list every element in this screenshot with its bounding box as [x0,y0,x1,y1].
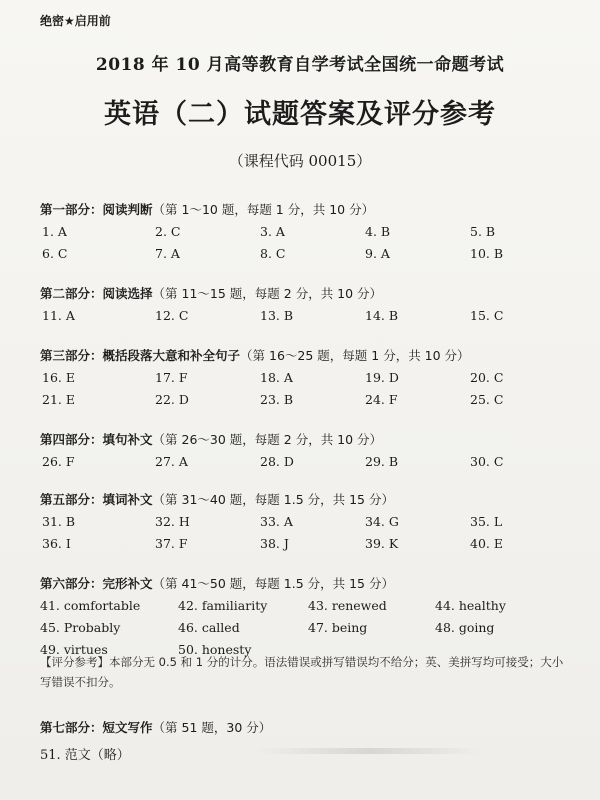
answer-item: 17. F [155,370,188,385]
section-label: 第三部分： [40,348,103,363]
answer-row [40,536,570,558]
answer-item: 42. familiarity [178,598,268,613]
answer-item: 29. B [365,454,399,469]
answer-row [40,224,570,246]
section-part-5 [40,490,570,558]
answer-row [40,308,570,330]
section-range: （第 26～30 题，每题 2 分，共 10 分） [152,432,383,447]
answer-item: 50. honesty [178,642,252,657]
answer-row [40,246,570,268]
section-range: （第 1～10 题，每题 1 分，共 10 分） [152,202,375,217]
answer-item: 33. A [260,514,293,529]
section-range: （第 41～50 题，每题 1.5 分，共 15 分） [152,576,394,591]
answer-item: 21. E [42,392,75,407]
answer-item: 5. B [470,224,496,239]
answer-item: 34. G [365,514,399,529]
answer-item: 32. H [155,514,190,529]
answer-item: 49. virtues [40,642,108,657]
answer-item: 13. B [260,308,294,323]
answer-item: 28. D [260,454,294,469]
section-range: （第 31～40 题，每题 1.5 分，共 15 分） [152,492,394,507]
answer-item: 40. E [470,536,503,551]
answer-item: 26. F [42,454,75,469]
answer-item: 27. A [155,454,188,469]
answer-item: 3. A [260,224,285,239]
answer-row [40,620,570,642]
answer-item: 20. C [470,370,504,385]
page-title: 英语（二）试题答案及评分参考 [104,99,496,130]
answer-item: 46. called [178,620,240,635]
answer-row [40,514,570,536]
answer-item: 12. C [155,308,189,323]
answer-item: 19. D [365,370,399,385]
section-range: （第 16～25 题，每题 1 分，共 10 分） [240,348,470,363]
section-part-4 [40,430,570,476]
answer-row [40,392,570,414]
section-heading [40,574,570,592]
answer-item: 7. A [155,246,180,261]
section-title: 短文写作 [102,720,153,735]
section-title: 阅读判断 [102,202,153,217]
section-heading [40,200,570,218]
answer-item: 39. K [365,536,399,551]
section-label: 第一部分： [40,202,103,217]
answer-item: 31. B [42,514,76,529]
section-heading [40,718,570,736]
answer-row [40,370,570,392]
answer-item: 9. A [365,246,390,261]
exam-title: 2018 年 10 月高等教育自学考试全国统一命题考试 [95,55,505,75]
section-title: 阅读选择 [102,286,153,301]
section-part-3 [40,346,570,414]
answer-row [40,454,570,476]
section-heading [40,430,570,448]
answer-item: 16. E [42,370,75,385]
answer-item: 18. A [260,370,293,385]
scan-smudge [255,748,485,754]
section-part-7 [40,718,570,742]
answer-item: 25. C [470,392,504,407]
answer-item: 4. B [365,224,391,239]
section-label: 第四部分： [40,432,103,447]
section-title: 填句补文 [102,432,153,447]
section-part-1 [40,200,570,268]
section-range: （第 51 题，30 分） [152,720,272,735]
answer-item: 22. D [155,392,189,407]
section-title: 填词补文 [102,492,153,507]
section-heading [40,346,570,364]
section-label: 第五部分： [40,492,103,507]
answer-item: 41. comfortable [40,598,141,613]
confidential-mark: 绝密★启用前 [40,14,111,28]
answer-item: 1. A [42,224,67,239]
answer-item: 43. renewed [308,598,387,613]
answer-item: 30. C [470,454,504,469]
answer-item: 10. B [470,246,504,261]
answer-item: 35. L [470,514,503,529]
answer-item: 45. Probably [40,620,121,635]
answer-item: 6. C [42,246,68,261]
section-label: 第二部分： [40,286,103,301]
answer-item: 44. healthy [435,598,506,613]
section-title: 完形补文 [102,576,153,591]
scoring-note: 【评分参考】本部分无 0.5 和 1 分的计分。语法错误或拼写错误均不给分；英、美拼写均可接受；大小写错误不扣分。 [40,655,564,689]
section-label: 第七部分： [40,720,103,735]
section-range: （第 11～15 题，每题 2 分，共 10 分） [152,286,383,301]
answer-item: 47. being [308,620,368,635]
section-heading [40,284,570,302]
answer-item: 38. J [260,536,289,551]
answer-item: 8. C [260,246,286,261]
sample-essay: 51. 范文（略） [40,748,130,763]
answer-item: 23. B [260,392,294,407]
answer-item: 48. going [435,620,495,635]
answer-item: 37. F [155,536,188,551]
answer-item: 36. I [42,536,71,551]
answer-item: 2. C [155,224,181,239]
section-title: 概括段落大意和补全句子 [102,348,241,363]
answer-row [40,598,570,620]
course-code: （课程代码 00015） [228,152,372,170]
answer-item: 11. A [42,308,75,323]
section-heading [40,490,570,508]
section-part-6 [40,574,570,664]
answer-item: 15. C [470,308,504,323]
section-label: 第六部分： [40,576,103,591]
answer-item: 14. B [365,308,399,323]
section-part-2 [40,284,570,330]
answer-item: 24. F [365,392,398,407]
